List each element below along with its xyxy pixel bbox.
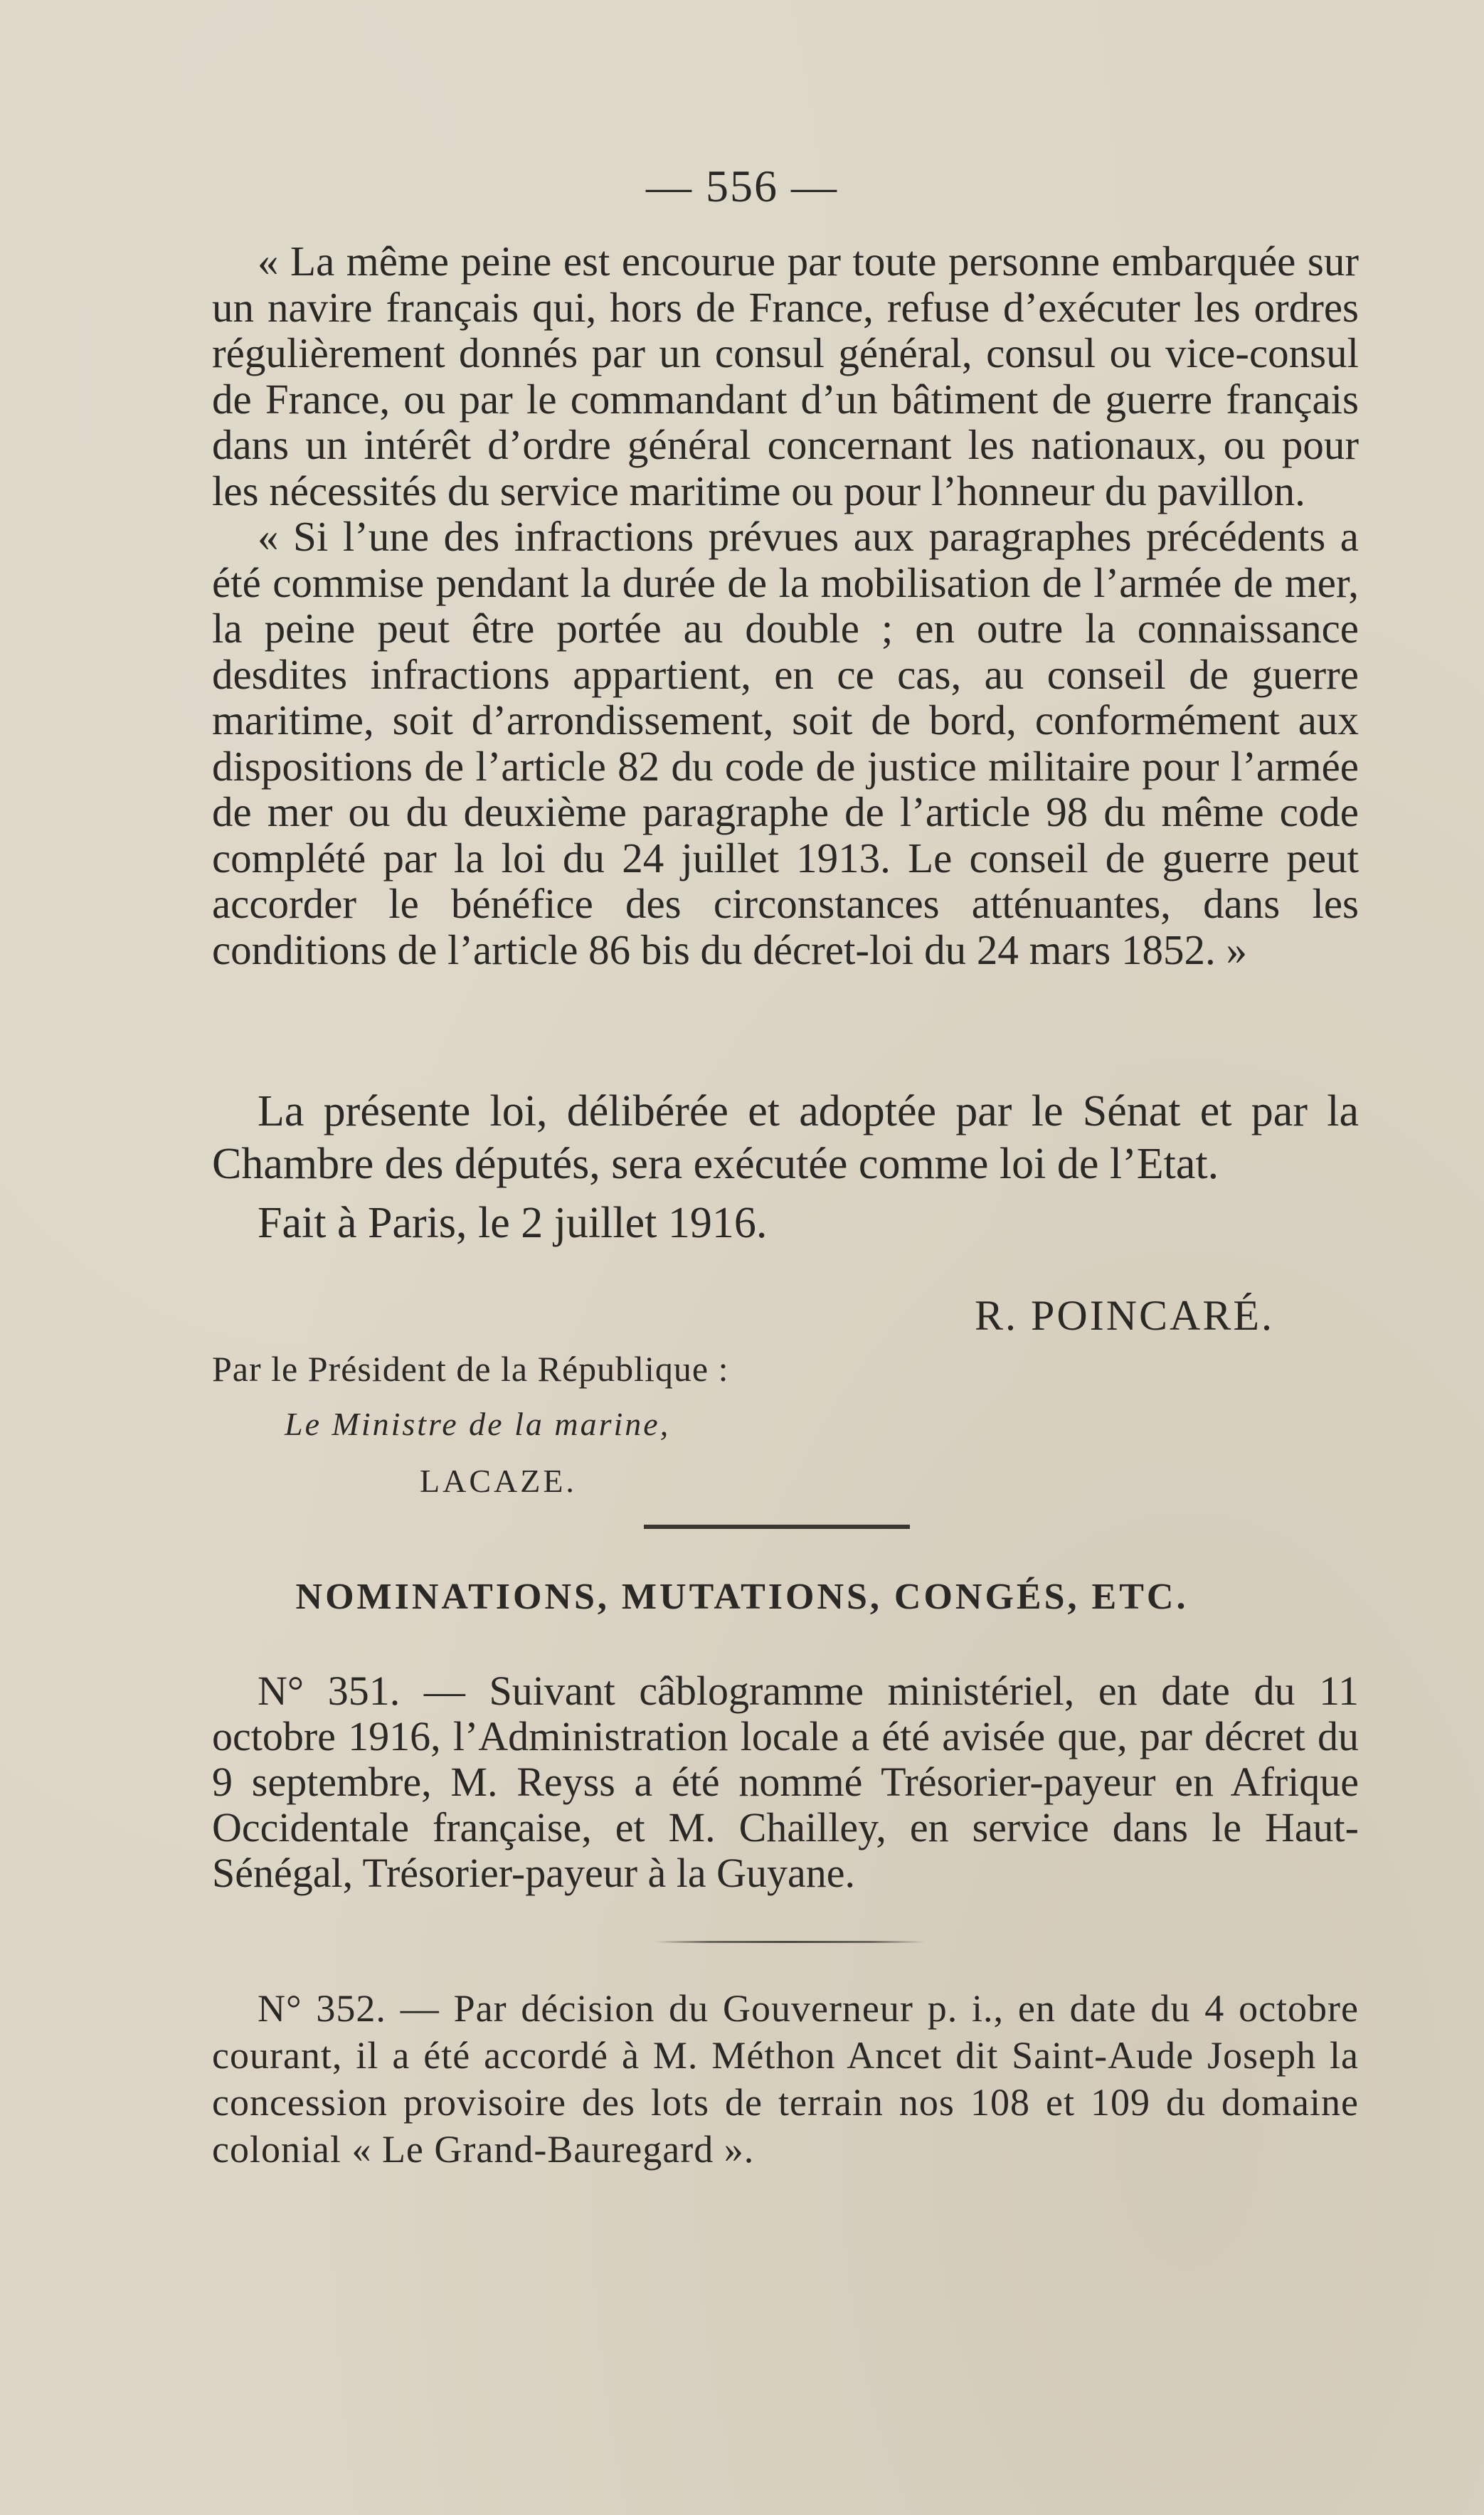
entry-351	[212, 1668, 1359, 1896]
quote-paragraph: « La même peine est encourue par toute personne embarquée sur un navire français qui, hors de France, refuse d’exécuter les ordres régulièrement donnés par un consul général, consul ou vice-consul de France, ou par le commandant d’un bâtiment de guerre français dans un intérêt d’ordre général concernant les nationaux, ou pour les nécessités du service maritime ou pour l’honneur du pavillon.	[212, 238, 1359, 514]
entry-divider	[654, 1941, 925, 1943]
law-date: Fait à Paris, le 2 juillet 1916.	[258, 1199, 768, 1247]
entry-351-text: N° 351. — Suivant câblogramme ministériel, en date du 11 octobre 1916, l’Administration locale a été avisée que, par décret du 9 septembre, M. Reyss a été nommé Trésorier-payeur en Afrique Occidentale française, et M. Chailley, en service dans le Haut-Sénégal, Trésorier-payeur à la Guyane.	[212, 1668, 1359, 1896]
president-signature: R. POINCARÉ.	[975, 1292, 1275, 1339]
entry-352	[212, 1985, 1359, 2173]
minister-title: Le Ministre de la marine,	[285, 1406, 671, 1442]
section-heading: NOMINATIONS, MUTATIONS, CONGÉS, ETC.	[295, 1577, 1189, 1617]
section-divider	[644, 1525, 910, 1529]
entry-352-text: N° 352. — Par décision du Gouverneur p. i., en date du 4 octobre courant, il a été accordé à M. Méthon Ancet dit Saint-Aude Joseph la concession provisoire des lots de terrain nos 108 et 109 du domaine colonial « Le Grand-Bauregard ».	[212, 1987, 1359, 2171]
law-paragraph: La présente loi, délibérée et adoptée par le Sénat et par la Chambre des députés, sera exécutée comme loi de l’Etat.	[212, 1087, 1359, 1188]
minister-name: LACAZE.	[420, 1463, 577, 1499]
page-number: — 556 —	[646, 161, 838, 211]
quoted-article-text	[212, 238, 1359, 973]
law-enactment-text	[212, 1085, 1359, 1190]
by-president-line: Par le Président de la République :	[212, 1349, 729, 1389]
quote-paragraph: « Si l’une des infractions prévues aux paragraphes précédents a été commise pendant la durée de la mobilisation de l’armée de mer, la peine peut être portée au double ; en outre la connaissance desdites infractions appartient, en ce cas, au conseil de guerre maritime, soit d’arrondissement, soit de bord, conformément aux dispositions de l’article 82 du code de justice militaire pour l’armée de mer ou du deuxième paragraphe de l’article 98 du même code complété par la loi du 24 juillet 1913. Le conseil de guerre peut accorder le bénéfice des circonstances atténuantes, dans les conditions de l’article 86 bis du décret-loi du 24 mars 1852. »	[212, 513, 1359, 973]
